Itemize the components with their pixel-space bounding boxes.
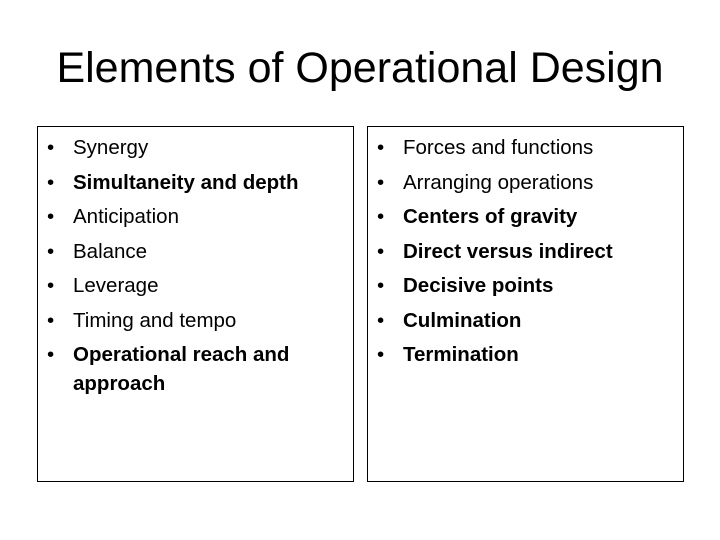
list-item-text: Simultaneity and depth: [73, 170, 299, 194]
bullet-icon: •: [377, 205, 385, 228]
bullet-icon: •: [377, 170, 385, 194]
list-item-text: Balance: [73, 239, 148, 263]
list-item-text: Termination: [403, 343, 519, 366]
list-item-text: Arranging operations: [403, 170, 594, 194]
list-item: [47, 168, 349, 197]
bullet-icon: •: [47, 274, 55, 297]
bullet-icon: •: [47, 170, 55, 194]
bullet-icon: •: [47, 308, 55, 332]
list-item: [47, 306, 349, 335]
left-bullet-list: [47, 133, 349, 404]
list-item-text: Decisive points: [403, 274, 554, 297]
bullet-icon: •: [377, 136, 385, 159]
list-item: [47, 133, 349, 162]
list-item-text: Timing and tempo: [73, 308, 237, 332]
list-item: [47, 237, 349, 266]
list-item-text: Direct versus indirect: [403, 239, 613, 263]
list-item-text: Culmination: [403, 308, 522, 332]
bullet-icon: •: [47, 205, 55, 228]
list-item: [377, 202, 679, 231]
bullet-icon: •: [47, 343, 55, 366]
list-item-text: Centers of gravity: [403, 205, 578, 228]
bullet-icon: •: [377, 343, 385, 366]
slide-title: Elements of Operational Design: [56, 44, 664, 92]
list-item-text: Leverage: [73, 274, 159, 297]
bullet-icon: •: [47, 136, 55, 159]
list-item: [377, 237, 679, 266]
list-item: [377, 271, 679, 300]
right-panel: [367, 126, 684, 482]
bullet-icon: •: [377, 308, 385, 332]
list-item-text: Forces and functions: [403, 136, 594, 159]
list-item: [47, 202, 349, 231]
list-item: [377, 168, 679, 197]
list-item: [377, 133, 679, 162]
list-item: [47, 340, 349, 398]
list-item-text: Anticipation: [73, 205, 179, 228]
bullet-icon: •: [47, 239, 55, 263]
list-item: [47, 271, 349, 300]
left-panel: [37, 126, 354, 482]
bullet-icon: •: [377, 274, 385, 297]
list-item-text: Operational reach and approach: [73, 343, 290, 395]
bullet-icon: •: [377, 239, 385, 263]
list-item-text: Synergy: [73, 136, 149, 159]
right-bullet-list: [377, 133, 679, 375]
list-item: [377, 306, 679, 335]
list-item: [377, 340, 679, 369]
